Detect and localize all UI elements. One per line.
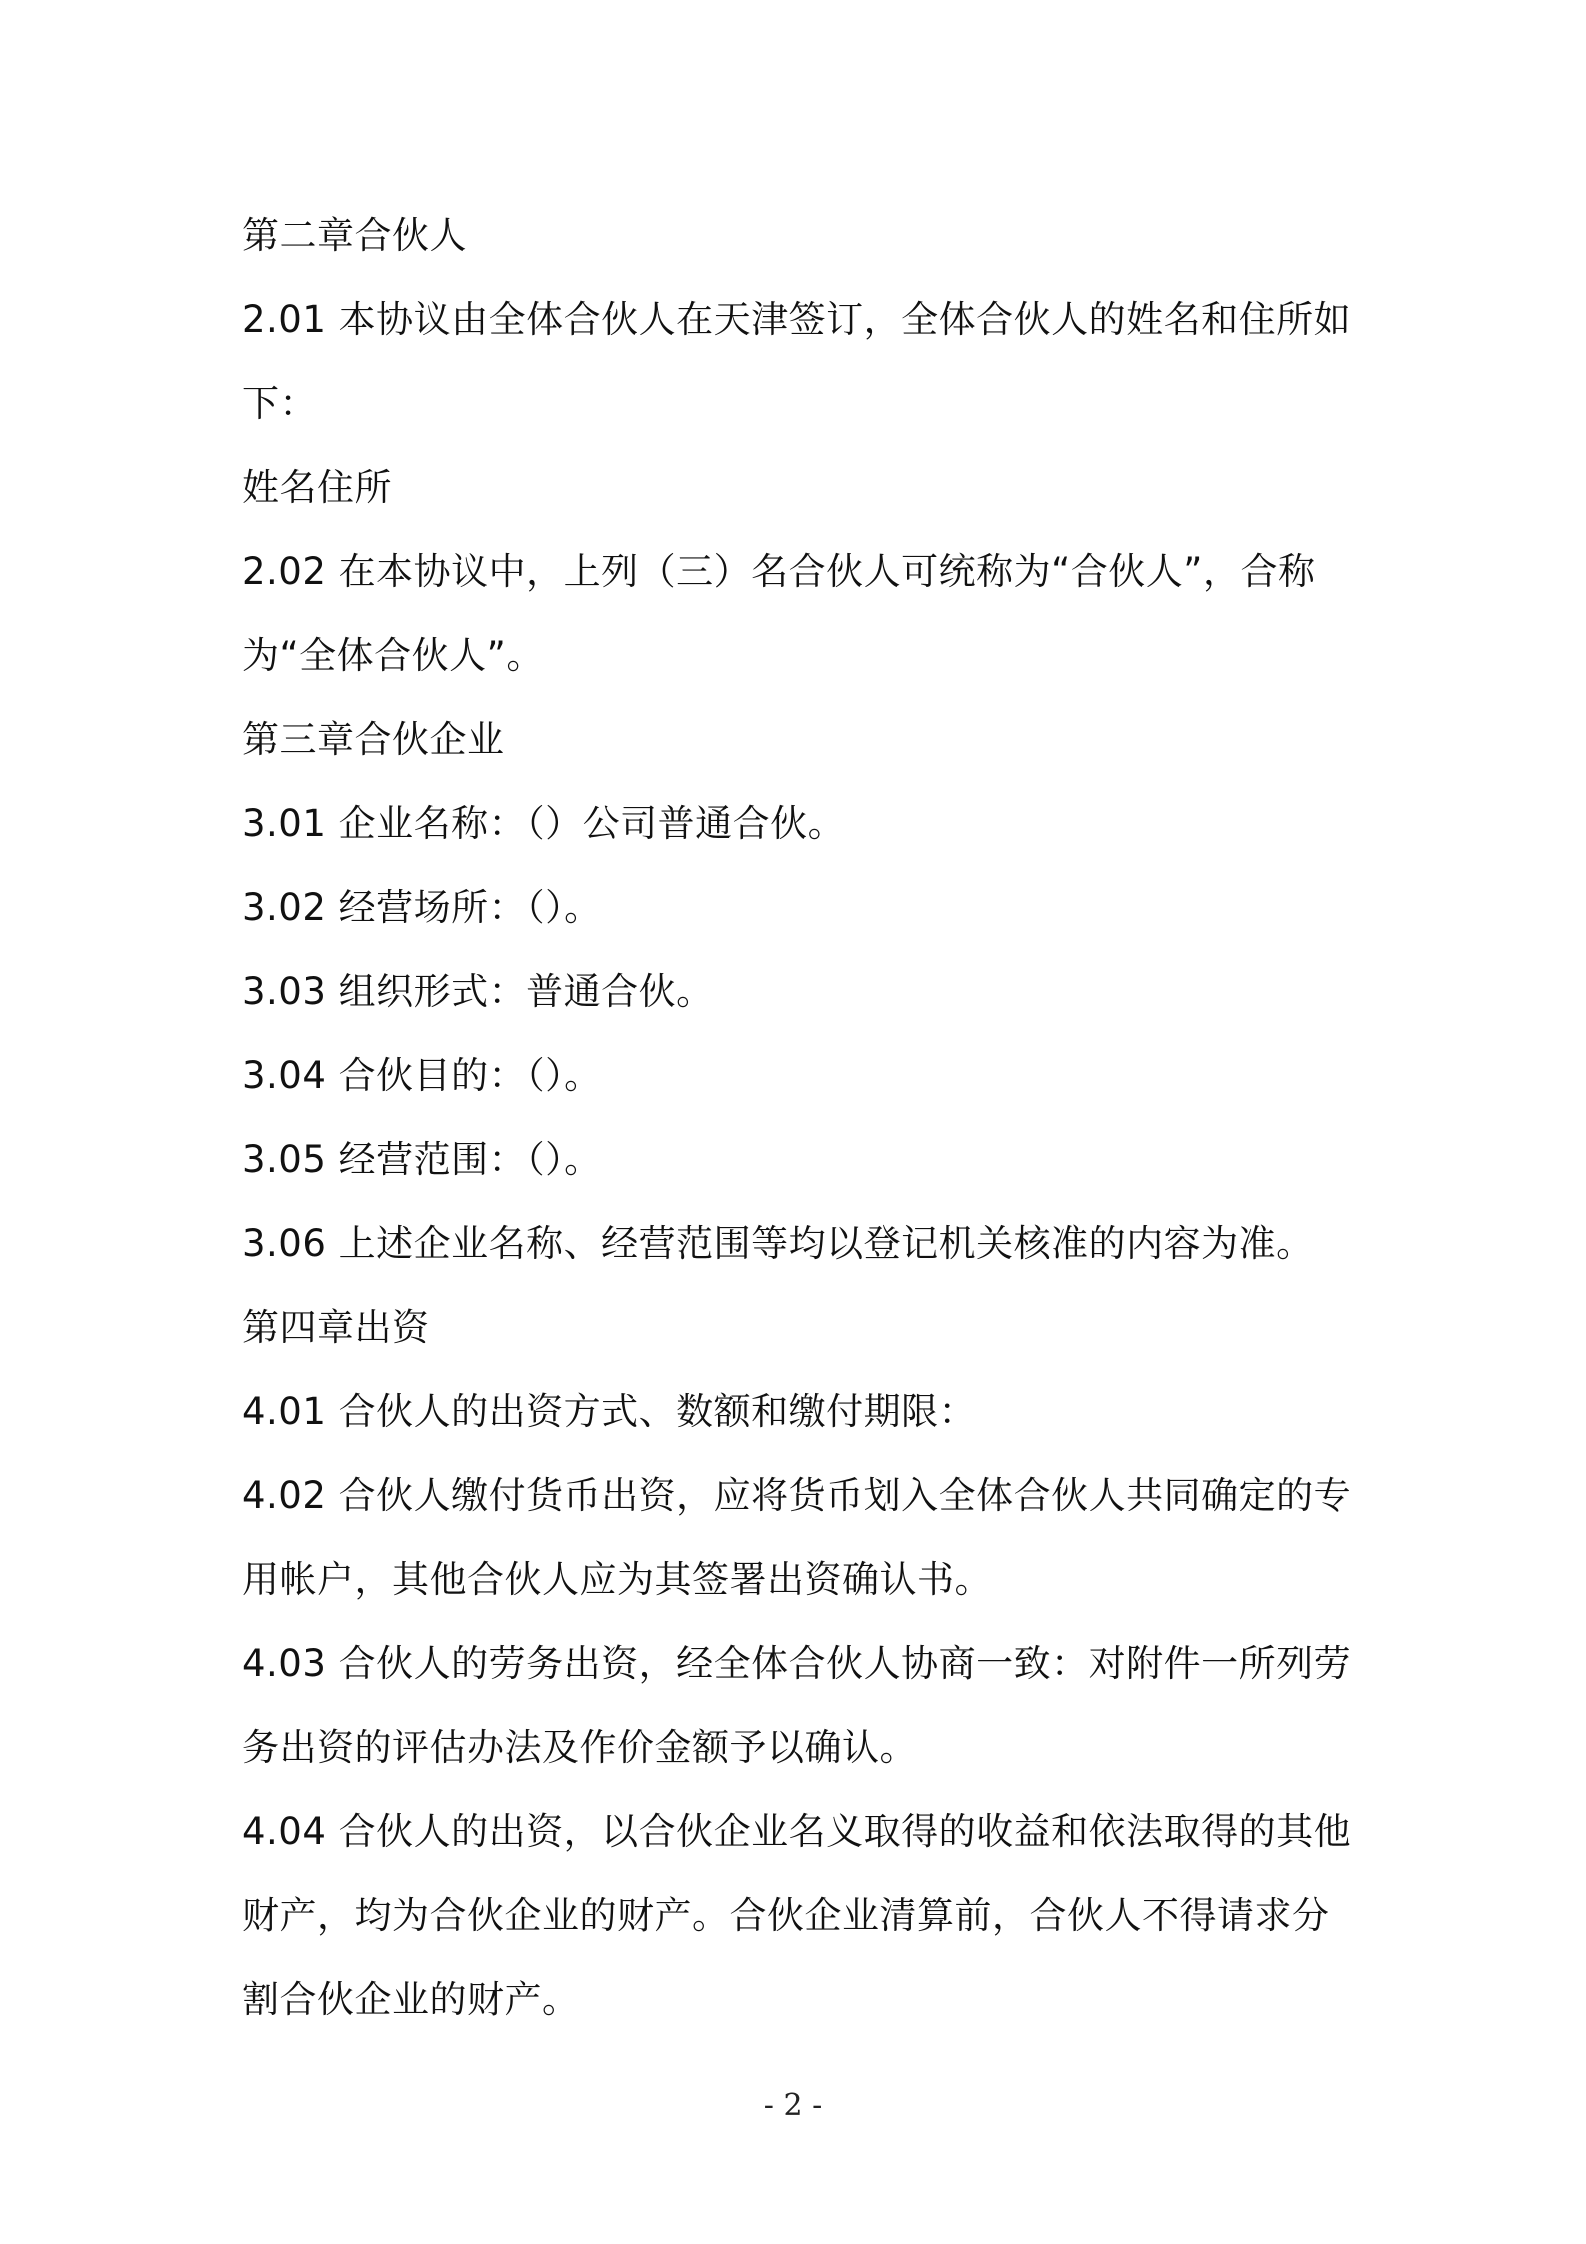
name-address-label: 姓名住所 bbox=[242, 466, 392, 509]
clause-2-02: 2.02 在本协议中，上列（三）名合伙人可统称为“合伙人”，合称为“全体合伙人”。 bbox=[242, 550, 1316, 677]
page-number: - 2 - bbox=[763, 2088, 823, 2123]
clause-4-02: 4.02 合伙人缴付货币出资，应将货币划入全体合伙人共同确定的专用帐户，其他合伙人应为其签署出资确认书。 bbox=[242, 1474, 1352, 1601]
chapter-heading-3: 第三章合伙企业 bbox=[242, 718, 505, 761]
clause-2-01: 2.01 本协议由全体合伙人在天津签订，全体合伙人的姓名和住所如下： bbox=[242, 298, 1352, 425]
clause-4-01: 4.01 合伙人的出资方式、数额和缴付期限： bbox=[242, 1390, 977, 1433]
clause-4-03: 4.03 合伙人的劳务出资，经全体合伙人协商一致：对附件一所列劳务出资的评估办法及作价金额予以确认。 bbox=[242, 1642, 1352, 1769]
clause-3-04: 3.04 合伙目的：（）。 bbox=[242, 1054, 602, 1097]
clause-3-01: 3.01 企业名称：（）公司普通合伙。 bbox=[242, 802, 846, 845]
chapter-heading-4: 第四章出资 bbox=[242, 1306, 430, 1349]
clause-3-02: 3.02 经营场所：（）。 bbox=[242, 886, 602, 929]
clause-3-03: 3.03 组织形式：普通合伙。 bbox=[242, 970, 714, 1013]
chapter-heading-2: 第二章合伙人 bbox=[242, 214, 467, 257]
clause-3-05: 3.05 经营范围：（）。 bbox=[242, 1138, 602, 1181]
clause-3-06: 3.06 上述企业名称、经营范围等均以登记机关核准的内容为准。 bbox=[242, 1222, 1314, 1265]
clause-4-04: 4.04 合伙人的出资，以合伙企业名义取得的收益和依法取得的其他财产，均为合伙企业的财产。合伙企业清算前，合伙人不得请求分割合伙企业的财产。 bbox=[242, 1810, 1352, 2021]
document-body bbox=[242, 194, 1362, 2042]
